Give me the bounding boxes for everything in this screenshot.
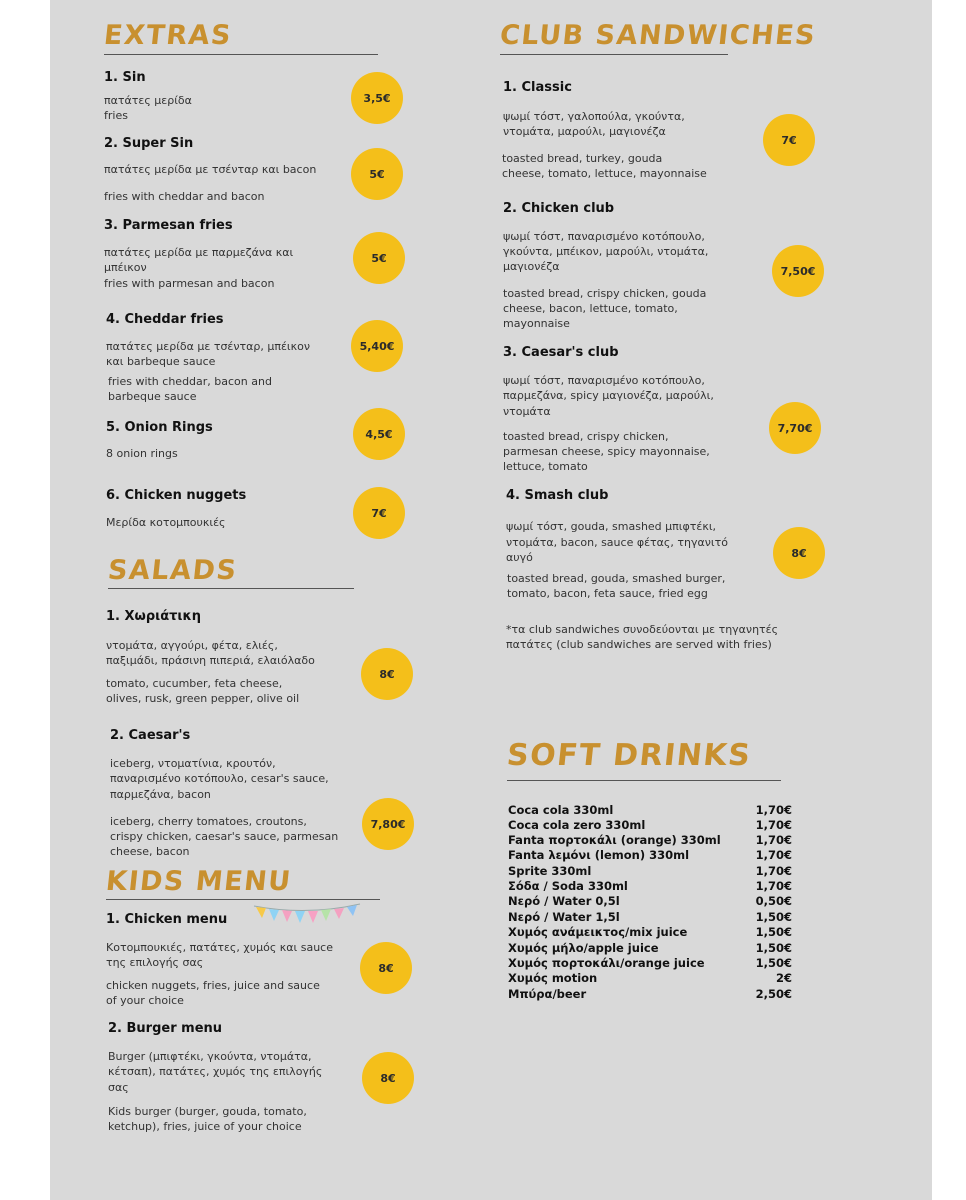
drink-row	[508, 864, 792, 879]
drink-price: 1,70€	[755, 848, 792, 862]
drink-name: Sprite 330ml	[508, 864, 592, 878]
drink-row	[508, 894, 792, 909]
item-desc: και barbeque sauce	[106, 355, 216, 368]
drink-name: Χυμός μήλο/apple juice	[508, 941, 659, 955]
item-desc: της επιλογής σας	[106, 956, 204, 969]
bunting-icon	[252, 902, 362, 932]
drink-name: Μπύρα/beer	[508, 987, 587, 1001]
price-badge: 4,5€	[353, 408, 405, 460]
item-name: 1. Χωριάτικη	[106, 609, 201, 624]
price-badge: 5,40€	[351, 320, 403, 372]
drinks-rule	[507, 780, 781, 781]
item-desc: αυγό	[506, 551, 533, 564]
item-desc: cheese, bacon	[110, 845, 190, 858]
drink-row	[508, 941, 792, 956]
item-name: 1. Sin	[104, 70, 146, 85]
price-badge: 8€	[360, 942, 412, 994]
item-desc: Κοτομπουκιές, πατάτες, χυμός και sauce	[106, 941, 333, 954]
item-name: 2. Burger menu	[108, 1021, 223, 1036]
drink-price: 1,50€	[755, 941, 792, 955]
item-desc: ντομάτα, bacon, sauce φέτας, τηγανιτό	[506, 536, 728, 549]
item-name: 1. Classic	[503, 80, 572, 95]
item-desc: ντομάτα	[503, 405, 551, 418]
item-desc: ψωμί τόστ, γαλοπούλα, γκούντα,	[503, 110, 685, 123]
item-desc: toasted bread, gouda, smashed burger,	[507, 572, 726, 585]
drink-name: Coca cola 330ml	[508, 803, 614, 817]
drink-row	[508, 987, 792, 1002]
drink-row	[508, 848, 792, 863]
price-badge: 7,50€	[772, 245, 824, 297]
drink-price: 1,70€	[755, 879, 792, 893]
drink-row	[508, 956, 792, 971]
item-name: 1. Chicken menu	[106, 912, 228, 927]
price-badge: 8€	[773, 527, 825, 579]
item-desc: toasted bread, crispy chicken, gouda	[503, 287, 707, 300]
drink-name: Νερό / Water 1,5l	[508, 910, 620, 924]
salads-rule	[108, 588, 354, 589]
extras-rule	[104, 54, 378, 55]
item-desc: tomato, cucumber, feta cheese,	[106, 677, 283, 690]
item-desc: lettuce, tomato	[503, 460, 588, 473]
price-badge: 5€	[353, 232, 405, 284]
drink-name: Νερό / Water 0,5l	[508, 894, 620, 908]
drink-row	[508, 910, 792, 925]
item-name: 5. Onion Rings	[106, 420, 213, 435]
item-desc: iceberg, ντοματίνια, κρουτόν,	[110, 757, 276, 770]
item-desc: μαγιονέζα	[503, 260, 560, 273]
item-desc: ψωμί τόστ, gouda, smashed μπιφτέκι,	[506, 520, 717, 533]
drink-price: 1,70€	[755, 864, 792, 878]
item-desc: ψωμί τόστ, παναρισμένο κοτόπουλο,	[503, 374, 705, 387]
item-desc: κέτσαπ), πατάτες, χυμός της επιλογής	[108, 1065, 323, 1078]
item-desc: Kids burger (burger, gouda, tomato,	[108, 1105, 307, 1118]
price-badge: 7€	[763, 114, 815, 166]
item-name: 2. Caesar's	[110, 728, 191, 743]
drink-name: Fanta πορτοκάλι (orange) 330ml	[508, 833, 721, 847]
item-desc: barbeque sauce	[108, 390, 197, 403]
item-desc: παρμεζάνα, bacon	[110, 788, 211, 801]
item-desc: toasted bread, crispy chicken,	[503, 430, 669, 443]
item-desc: chicken nuggets, fries, juice and sauce	[106, 979, 320, 992]
drink-row	[508, 971, 792, 986]
item-desc: fries with cheddar and bacon	[104, 190, 265, 203]
price-badge: 7,70€	[769, 402, 821, 454]
price-badge: 7€	[353, 487, 405, 539]
item-desc: πατάτες μερίδα με τσένταρ και bacon	[104, 163, 317, 176]
item-desc: parmesan cheese, spicy mayonnaise,	[503, 445, 710, 458]
drink-price: 1,50€	[755, 956, 792, 970]
item-desc: παξιμάδι, πράσινη πιπεριά, ελαιόλαδο	[106, 654, 315, 667]
kids-title: KIDS MENU	[104, 866, 294, 897]
item-desc: fries with cheddar, bacon and	[108, 375, 272, 388]
item-desc: olives, rusk, green pepper, olive oil	[106, 692, 300, 705]
item-desc: πατάτες μερίδα με τσένταρ, μπέικον	[106, 340, 311, 353]
drink-name: Coca cola zero 330ml	[508, 818, 646, 832]
drink-name: Fanta λεμόνι (lemon) 330ml	[508, 848, 690, 862]
drink-price: 1,70€	[755, 833, 792, 847]
price-badge: 7,80€	[362, 798, 414, 850]
drink-row	[508, 803, 792, 818]
item-desc: ketchup), fries, juice of your choice	[108, 1120, 302, 1133]
item-desc: fries with parmesan and bacon	[104, 277, 275, 290]
extras-title: EXTRAS	[102, 20, 234, 51]
drink-price: 1,50€	[755, 925, 792, 939]
item-desc: σας	[108, 1081, 129, 1094]
item-name: 6. Chicken nuggets	[106, 488, 247, 503]
item-name: 2. Super Sin	[104, 136, 194, 151]
drink-price: 2,50€	[755, 987, 792, 1001]
item-name: 3. Caesar's club	[503, 345, 619, 360]
drink-price: 1,70€	[755, 803, 792, 817]
salads-title: SALADS	[106, 555, 239, 586]
clubs-title: CLUB SANDWICHES	[498, 20, 818, 51]
item-desc: mayonnaise	[503, 317, 570, 330]
item-name: 2. Chicken club	[503, 201, 615, 216]
drink-price: 1,50€	[755, 910, 792, 924]
clubs-rule	[500, 54, 728, 55]
item-desc: of your choice	[106, 994, 184, 1007]
item-desc: πατάτες μερίδα	[104, 94, 192, 107]
item-desc: 8 onion rings	[106, 447, 178, 460]
item-desc: Burger (μπιφτέκι, γκούντα, ντομάτα,	[108, 1050, 312, 1063]
item-desc: crispy chicken, caesar's sauce, parmesan	[110, 830, 339, 843]
item-desc: cheese, bacon, lettuce, tomato,	[503, 302, 678, 315]
item-desc: γκούντα, μπέικον, μαρούλι, ντομάτα,	[503, 245, 709, 258]
item-desc: ντομάτα, μαρούλι, μαγιονέζα	[503, 125, 666, 138]
price-badge: 3,5€	[351, 72, 403, 124]
item-desc: ντομάτα, αγγούρι, φέτα, ελιές,	[106, 639, 278, 652]
drink-price: 2€	[775, 971, 792, 985]
item-desc: fries	[104, 109, 128, 122]
item-desc: πατάτες μερίδα με παρμεζάνα και	[104, 246, 294, 259]
item-desc: παναρισμένο κοτόπουλο, cesar's sauce,	[110, 772, 329, 785]
price-badge: 8€	[361, 648, 413, 700]
clubs-note: πατάτες (club sandwiches are served with fries)	[506, 638, 772, 651]
drink-row	[508, 879, 792, 894]
item-name: 3. Parmesan fries	[104, 218, 233, 233]
kids-rule	[106, 899, 380, 900]
item-name: 4. Cheddar fries	[106, 312, 224, 327]
item-desc: ψωμί τόστ, παναρισμένο κοτόπουλο,	[503, 230, 705, 243]
item-desc: toasted bread, turkey, gouda	[502, 152, 663, 165]
clubs-note: *τα club sandwiches συνοδεύονται με τηγανητές	[506, 623, 779, 636]
drink-price: 0,50€	[755, 894, 792, 908]
item-desc: tomato, bacon, feta sauce, fried egg	[507, 587, 708, 600]
menu-page	[50, 0, 932, 1200]
item-desc: iceberg, cherry tomatoes, croutons,	[110, 815, 307, 828]
item-desc: μπέικον	[104, 261, 147, 274]
drink-row	[508, 925, 792, 940]
drink-name: Σόδα / Soda 330ml	[508, 879, 628, 893]
item-name: 4. Smash club	[506, 488, 609, 503]
drink-name: Χυμός motion	[508, 971, 598, 985]
drink-row	[508, 818, 792, 833]
item-desc: Μερίδα κοτομπουκιές	[106, 516, 226, 529]
drink-name: Χυμός ανάμεικτος/mix juice	[508, 925, 688, 939]
drink-row	[508, 833, 792, 848]
item-desc: παρμεζάνα, spicy μαγιονέζα, μαρούλι,	[503, 389, 714, 402]
price-badge: 5€	[351, 148, 403, 200]
drinks-title: SOFT DRINKS	[505, 738, 754, 773]
drink-price: 1,70€	[755, 818, 792, 832]
item-desc: cheese, tomato, lettuce, mayonnaise	[502, 167, 707, 180]
drink-name: Χυμός πορτοκάλι/orange juice	[508, 956, 705, 970]
price-badge: 8€	[362, 1052, 414, 1104]
